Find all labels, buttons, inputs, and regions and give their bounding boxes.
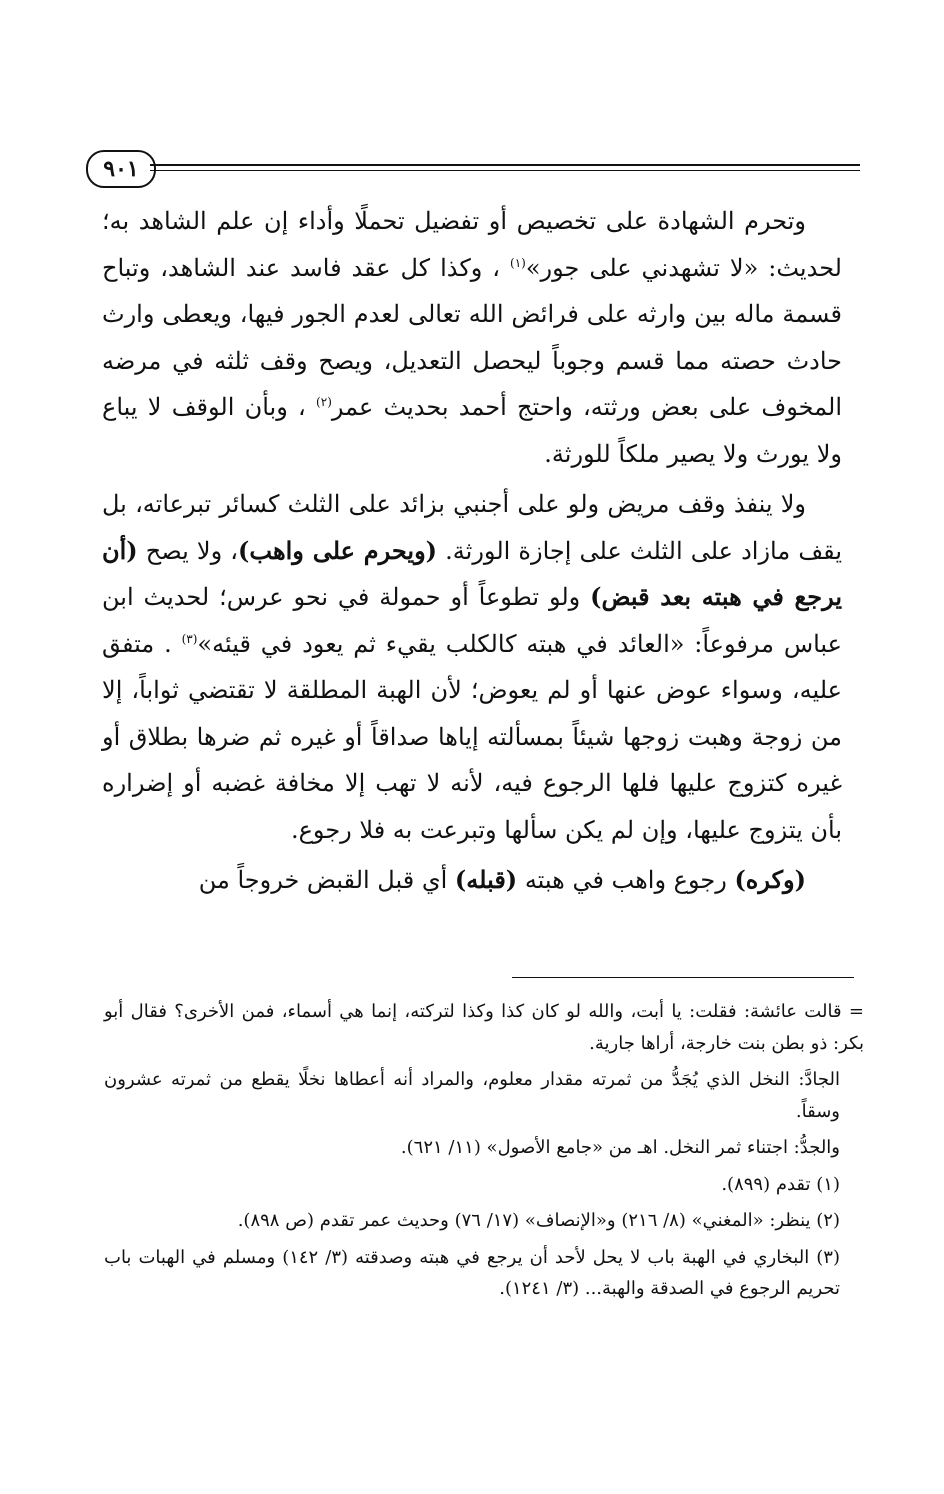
footnote-1: (١) تقدم (٨٩٩). [721, 1173, 840, 1195]
paragraph-3 [102, 857, 842, 904]
text-run: . متفق عليه، وسواء عوض عنها أو لم يعوض؛ لأن الهبة المطلقة لا تقتضي ثواباً، إلا من زوجة وهبت زوجها شيئاً بمسألته إياها صداقاً أو غيره ثم ضرها بطلاق أو غيره كتزوج عليها فلها الرجوع فيه، لأنه لا تهب إلا مخافة غضبه أو إضراره بأن يتزوج عليها، وإن لم يكن سألها وتبرعت به فلا رجوع. [102, 629, 842, 844]
footnote-ref-3: (٣) [181, 631, 198, 646]
matn-text: (وكره) [734, 865, 806, 894]
header-rule [150, 164, 860, 166]
page-number: ٩٠١ [86, 150, 156, 188]
text-run: ، وبأن الوقف لا يباع ولا يورث ولا يصير ملكاً للورثة. [102, 393, 842, 468]
matn-text: (أن يرجع في هبته بعد قبض) [102, 535, 843, 611]
header-rule-thin [150, 170, 860, 171]
matn-text: (قبله) [454, 865, 518, 894]
page-header [86, 150, 860, 190]
text-run: ولو تطوعاً أو حمولة في نحو عرس؛ لحديث ابن عباس مرفوعاً: «العائد في هبته كالكلب يقيء ثم يعود في قيئه» [102, 583, 842, 658]
footnote-2: (٢) ينظر: «المغني» (٨/ ٢١٦) و«الإنصاف» (١٧/ ٧٦) وحديث عمر تقدم (ص ٨٩٨). [237, 1210, 840, 1231]
footnote-gloss: الجادَّ: النخل الذي يُجَدُّ من ثمرته مقدار معلوم، والمراد أنه أعطاها نخلًا يقطع من ثمرته عشرون وسقاً. [104, 1069, 840, 1122]
text-run: رجوع واهب في هبته [524, 866, 727, 894]
text-run: وتحرم الشهادة على تخصيص أو تفضيل تحملًا وأداء إن علم الشاهد به؛ لحديث: «لا تشهدني على جور» [102, 207, 842, 282]
footnote-3: (٣) البخاري في الهبة باب لا يحل لأحد أن يرجع في هبته وصدقته (٣/ ١٤٢) ومسلم في الهبات باب تحريم الرجوع في الصدقة والهبة... (٣/ ١٢٤١). [104, 1246, 840, 1299]
paragraph-1 [102, 198, 842, 477]
footnote-ref-1: (١) [510, 255, 526, 270]
footnote-separator [512, 977, 854, 978]
text-run: ، ولا يصح [145, 536, 239, 565]
main-text [102, 198, 842, 908]
paragraph-2 [102, 481, 842, 853]
text-run: أي قبل القبض خروجاً من [198, 866, 448, 894]
text-run: ولا ينفذ وقف مريض ولو على أجنبي بزائد على الثلث كسائر تبرعاته، بل يقف مازاد على الثلث على إجازة الورثة. [102, 490, 843, 565]
matn-text: (ويحرم على واهب) [238, 535, 438, 565]
footnote-ref-2: (٢) [316, 395, 332, 409]
text-run: ، وكذا كل عقد فاسد عند الشاهد، وتباح قسمة ماله بين وارثه على فرائض الله تعالى لعدم الجور فيها، ويعطى وارث حادث حصته مما قسم وجوباً ليحصل التعديل، ويصح وقف ثلثه في مرضه المخوف على بعض ورثته، واحتج أحمد بحديث عمر [102, 253, 842, 421]
footnotes [104, 996, 864, 1310]
footnote-gloss: والجدُّ: اجتناء ثمر النخل. اهـ من «جامع الأصول» (١١/ ٦٢١). [400, 1137, 840, 1158]
footnote-continuation: = قالت عائشة: فقلت: يا أبت، والله لو كان كذا وكذا لتركته، إنما هي أسماء، فمن الأخرى؟ فقال أبو بكر: ذو بطن بنت خارجة، أراها جارية. [104, 1001, 864, 1054]
